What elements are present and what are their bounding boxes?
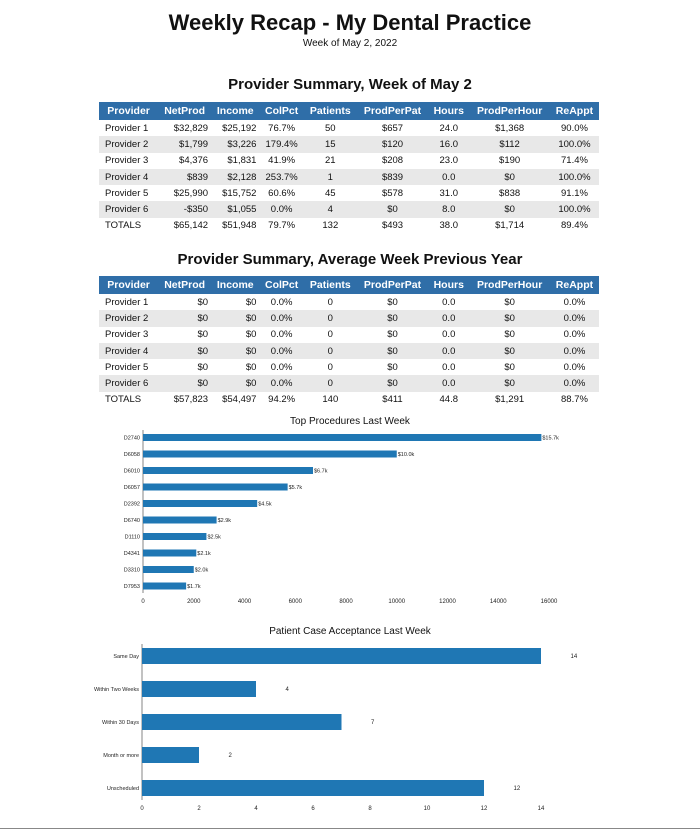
provider-cell: TOTALS xyxy=(105,220,142,232)
table-cell: 0 xyxy=(327,361,333,373)
category-label: D2740 xyxy=(123,435,140,442)
table-cell: $0 xyxy=(197,361,209,373)
provider-cell: Provider 3 xyxy=(105,155,149,167)
provider-cell: Provider 4 xyxy=(99,343,158,359)
table-cell: $1,368 xyxy=(495,122,525,134)
table-cell: 0.0 xyxy=(428,375,469,391)
table-cell: 0.0 xyxy=(442,329,456,341)
provider-cell: TOTALS xyxy=(105,394,142,406)
x-tick-label: 12000 xyxy=(439,599,456,605)
provider-cell: Provider 1 xyxy=(105,296,149,308)
top-procedures-chart-title: Top Procedures Last Week xyxy=(290,416,410,427)
table-cell: 50 xyxy=(325,122,336,134)
provider-cell: Provider 2 xyxy=(99,136,158,152)
table2-title: Provider Summary, Average Week Previous Year xyxy=(177,251,523,268)
report-subtitle: Week of May 2, 2022 xyxy=(302,38,398,49)
table-cell: 31.0 xyxy=(439,187,458,199)
table-cell: $0 xyxy=(504,361,515,373)
column-header: ProdPerHour xyxy=(469,102,550,120)
table-cell: $15,752 xyxy=(222,187,257,199)
table-cell: $0 xyxy=(357,375,428,391)
table-cell: 0.0% xyxy=(550,343,599,359)
table-cell: 0.0 xyxy=(428,343,469,359)
table-cell: 132 xyxy=(322,220,339,232)
table-cell: 0.0% xyxy=(563,361,586,373)
table-cell: $3,226 xyxy=(211,136,259,152)
table-cell: $411 xyxy=(382,394,403,406)
table-cell: 0.0 xyxy=(428,169,469,185)
column-header: NetProd xyxy=(158,102,211,120)
table-cell: $2,128 xyxy=(211,169,259,185)
x-tick-label: 10000 xyxy=(388,599,406,605)
table-cell: 0.0% xyxy=(270,296,293,308)
table-cell: 24.0 xyxy=(439,122,458,134)
table-cell: $0 xyxy=(469,201,550,217)
table-row xyxy=(99,310,599,326)
category-label: Within 30 Days xyxy=(102,720,139,726)
table-row xyxy=(99,185,599,201)
top-procedures-chart xyxy=(0,428,700,608)
table-cell: 0 xyxy=(327,296,333,308)
category-label: D1110 xyxy=(124,534,140,541)
table-cell: $112 xyxy=(469,136,550,152)
table-cell: $657 xyxy=(381,122,404,134)
value-label: 2 xyxy=(228,753,232,759)
table-cell: 71.4% xyxy=(561,155,588,167)
table-cell: 0 xyxy=(304,310,357,326)
value-label: $4.5k xyxy=(258,501,272,508)
table-cell: $208 xyxy=(381,155,404,167)
table-row xyxy=(99,153,599,169)
table-cell: 0.0 xyxy=(442,296,456,308)
table-cell: $1,291 xyxy=(495,394,525,406)
column-header: Provider xyxy=(99,276,158,294)
column-header: Hours xyxy=(428,102,469,120)
x-tick-label: 2 xyxy=(197,806,201,812)
value-label: 4 xyxy=(285,687,289,693)
provider-cell: Provider 6 xyxy=(99,201,158,217)
x-tick-label: 10 xyxy=(423,806,431,812)
category-label: Same Day xyxy=(113,654,139,660)
table-cell: -$350 xyxy=(158,201,211,217)
bar xyxy=(143,451,397,458)
table-cell: $1,714 xyxy=(495,220,525,232)
bar xyxy=(142,648,541,664)
x-tick-label: 4000 xyxy=(237,599,252,605)
table-cell: $839 xyxy=(357,169,428,185)
table-cell: $0 xyxy=(245,361,257,373)
column-header: Patients xyxy=(304,102,357,120)
table-cell: $0 xyxy=(469,343,550,359)
table-row xyxy=(99,375,599,391)
value-label: $5.7k xyxy=(288,485,303,491)
column-header: ProdPerPat xyxy=(357,276,428,294)
category-label: Unscheduled xyxy=(106,786,139,792)
category-label: D6740 xyxy=(123,518,140,524)
value-label: $6.7k xyxy=(314,468,328,475)
category-label: D3310 xyxy=(123,567,140,574)
column-header: ProdPerHour xyxy=(469,276,550,294)
table-cell: $1,831 xyxy=(227,155,257,167)
table-cell: $1,055 xyxy=(211,201,259,217)
table-cell: $0 xyxy=(357,343,428,359)
report-title: Weekly Recap - My Dental Practice xyxy=(168,10,532,35)
table-cell: 0.0% xyxy=(259,375,303,391)
table-cell: 90.0% xyxy=(561,122,588,134)
x-tick-label: 16000 xyxy=(540,599,558,605)
value-label: $10.0k xyxy=(397,452,415,458)
column-header: NetProd xyxy=(158,276,211,294)
table-cell: 45 xyxy=(325,187,336,199)
value-label: $2.5k xyxy=(207,534,221,541)
column-header: ReAppt xyxy=(550,276,599,294)
column-header: Hours xyxy=(428,276,469,294)
table-cell: 89.4% xyxy=(561,220,588,232)
table-cell: 253.7% xyxy=(259,169,303,185)
table-cell: $25,990 xyxy=(173,187,209,199)
table-cell: $0 xyxy=(504,296,515,308)
table-cell: 16.0 xyxy=(428,136,469,152)
bar xyxy=(143,533,206,540)
value-label: $15.7k xyxy=(542,435,559,442)
table-cell: 0.0% xyxy=(259,201,303,217)
bar xyxy=(142,681,256,697)
column-header: ProdPerPat xyxy=(357,102,428,120)
totals-row xyxy=(99,218,599,234)
table-cell: 91.1% xyxy=(561,187,588,199)
table-cell: $0 xyxy=(387,361,398,373)
table-cell: 0.0% xyxy=(550,375,599,391)
value-label: 7 xyxy=(371,720,375,726)
bar xyxy=(143,550,196,557)
table-cell: 0.0% xyxy=(270,361,293,373)
column-header: ColPct xyxy=(259,102,303,120)
table-cell: $25,192 xyxy=(222,122,257,134)
table-cell: $0 xyxy=(197,329,209,341)
table-cell: $0 xyxy=(211,310,259,326)
table-cell: $0 xyxy=(158,310,211,326)
provider-cell: Provider 5 xyxy=(105,187,149,199)
x-tick-label: 4 xyxy=(254,806,258,812)
provider-summary-previous-year-table xyxy=(99,276,599,408)
x-tick-label: 0 xyxy=(140,806,144,812)
column-header: Income xyxy=(211,102,259,120)
table-cell: 0.0% xyxy=(259,310,303,326)
table-cell: $0 xyxy=(245,296,257,308)
table-cell: $0 xyxy=(158,343,211,359)
value-label: 14 xyxy=(570,654,578,660)
case-acceptance-chart-title: Patient Case Acceptance Last Week xyxy=(269,626,431,637)
table-row xyxy=(99,343,599,359)
table-cell: $0 xyxy=(504,329,515,341)
table-cell: 41.9% xyxy=(268,155,296,167)
value-label: $1.7k xyxy=(187,584,201,590)
table-cell: $839 xyxy=(158,169,211,185)
value-label: $2.1k xyxy=(197,551,211,557)
table-row xyxy=(99,327,599,343)
value-label: $2.9k xyxy=(217,518,232,524)
column-header: Provider xyxy=(99,102,158,120)
provider-cell: Provider 5 xyxy=(105,361,149,373)
provider-cell: Provider 3 xyxy=(105,329,149,341)
category-label: D7953 xyxy=(123,584,140,590)
category-label: D6010 xyxy=(123,468,140,475)
case-acceptance-chart xyxy=(0,640,700,820)
table-cell: 88.7% xyxy=(561,394,588,406)
table-row xyxy=(99,294,599,310)
category-label: D4341 xyxy=(123,551,140,557)
table-row xyxy=(99,359,599,375)
bar xyxy=(143,484,288,491)
table-cell: $0 xyxy=(211,375,259,391)
table-cell: 100.0% xyxy=(550,169,599,185)
x-tick-label: 2000 xyxy=(187,599,201,605)
table-cell: 140 xyxy=(322,394,339,406)
table-cell: 0 xyxy=(304,375,357,391)
table-cell: 94.2% xyxy=(268,394,296,406)
provider-cell: Provider 2 xyxy=(99,310,158,326)
table1-title: Provider Summary, Week of May 2 xyxy=(228,76,472,93)
table-cell: 79.7% xyxy=(268,220,296,232)
bar xyxy=(143,566,194,573)
table-cell: $838 xyxy=(499,187,521,199)
table-cell: $578 xyxy=(381,187,404,199)
bar xyxy=(143,467,313,474)
bar xyxy=(143,434,541,441)
value-label: $2.0k xyxy=(194,567,209,574)
x-tick-label: 6000 xyxy=(288,599,302,605)
table-row xyxy=(99,136,599,152)
table-cell: 0.0 xyxy=(442,361,456,373)
table-cell: 0.0% xyxy=(563,329,586,341)
category-label: D6058 xyxy=(123,452,140,458)
bar xyxy=(142,780,484,796)
table-cell: 15 xyxy=(304,136,357,152)
provider-cell: Provider 6 xyxy=(99,375,158,391)
table-cell: $493 xyxy=(381,220,404,232)
table-cell: 44.8 xyxy=(439,394,458,406)
table-cell: $51,948 xyxy=(222,220,257,232)
table-header-row xyxy=(99,102,599,120)
table-cell: 23.0 xyxy=(439,155,458,167)
column-header: ColPct xyxy=(259,276,303,294)
bar xyxy=(143,583,186,590)
table-cell: $0 xyxy=(387,329,398,341)
column-header: ReAppt xyxy=(550,102,599,120)
table-header-row xyxy=(99,276,599,294)
column-header: Patients xyxy=(304,276,357,294)
category-label: D6057 xyxy=(123,485,140,491)
table-cell: $190 xyxy=(499,155,521,167)
table-cell: $0 xyxy=(469,375,550,391)
table-cell: $120 xyxy=(357,136,428,152)
table-cell: 21 xyxy=(325,155,336,167)
table-cell: $1,799 xyxy=(158,136,211,152)
table-cell: $65,142 xyxy=(173,220,209,232)
table-row xyxy=(99,120,599,136)
x-tick-label: 8000 xyxy=(339,599,353,605)
page-bottom-rule xyxy=(0,828,700,829)
table-cell: $0 xyxy=(211,343,259,359)
provider-summary-week-table xyxy=(99,102,599,234)
table-cell: 0.0 xyxy=(428,310,469,326)
table-cell: 38.0 xyxy=(439,220,458,232)
table-cell: $4,376 xyxy=(179,155,209,167)
value-label: 12 xyxy=(513,786,521,792)
table-cell: $54,497 xyxy=(222,394,257,406)
category-label: D2392 xyxy=(123,501,140,508)
provider-cell: Provider 4 xyxy=(99,169,158,185)
x-tick-label: 8 xyxy=(368,806,372,812)
table-cell: $0 xyxy=(469,310,550,326)
table-cell: $0 xyxy=(245,329,257,341)
table-cell: 0 xyxy=(304,343,357,359)
table-cell: 100.0% xyxy=(550,136,599,152)
table-cell: 179.4% xyxy=(259,136,303,152)
table-cell: $0 xyxy=(387,296,398,308)
table-cell: 0.0% xyxy=(259,343,303,359)
category-label: Month or more xyxy=(103,753,139,759)
table-cell: $0 xyxy=(357,310,428,326)
x-tick-label: 14 xyxy=(537,806,545,812)
table-cell: 1 xyxy=(304,169,357,185)
bar xyxy=(143,517,217,524)
table-cell: 8.0 xyxy=(428,201,469,217)
category-label: Within Two Weeks xyxy=(93,687,139,693)
table-cell: 0.0% xyxy=(270,329,293,341)
table-row xyxy=(99,201,599,217)
totals-row xyxy=(99,392,599,408)
x-tick-label: 12 xyxy=(480,806,488,812)
provider-cell: Provider 1 xyxy=(105,122,149,134)
x-tick-label: 0 xyxy=(141,599,145,605)
bar xyxy=(142,714,342,730)
table-cell: 60.6% xyxy=(268,187,296,199)
bar xyxy=(143,500,257,507)
column-header: Income xyxy=(211,276,259,294)
bar xyxy=(142,747,199,763)
table-cell: $32,829 xyxy=(173,122,209,134)
x-tick-label: 14000 xyxy=(489,599,507,605)
table-cell: 4 xyxy=(304,201,357,217)
table-cell: 0.0% xyxy=(563,296,586,308)
table-cell: $0 xyxy=(158,375,211,391)
table-cell: 100.0% xyxy=(550,201,599,217)
table-cell: 0.0% xyxy=(550,310,599,326)
table-row xyxy=(99,169,599,185)
table-cell: 76.7% xyxy=(268,122,296,134)
table-cell: $0 xyxy=(469,169,550,185)
table-cell: 0 xyxy=(327,329,333,341)
table-cell: $0 xyxy=(197,296,209,308)
table-cell: $57,823 xyxy=(173,394,209,406)
x-tick-label: 6 xyxy=(311,806,315,812)
table-cell: $0 xyxy=(357,201,428,217)
